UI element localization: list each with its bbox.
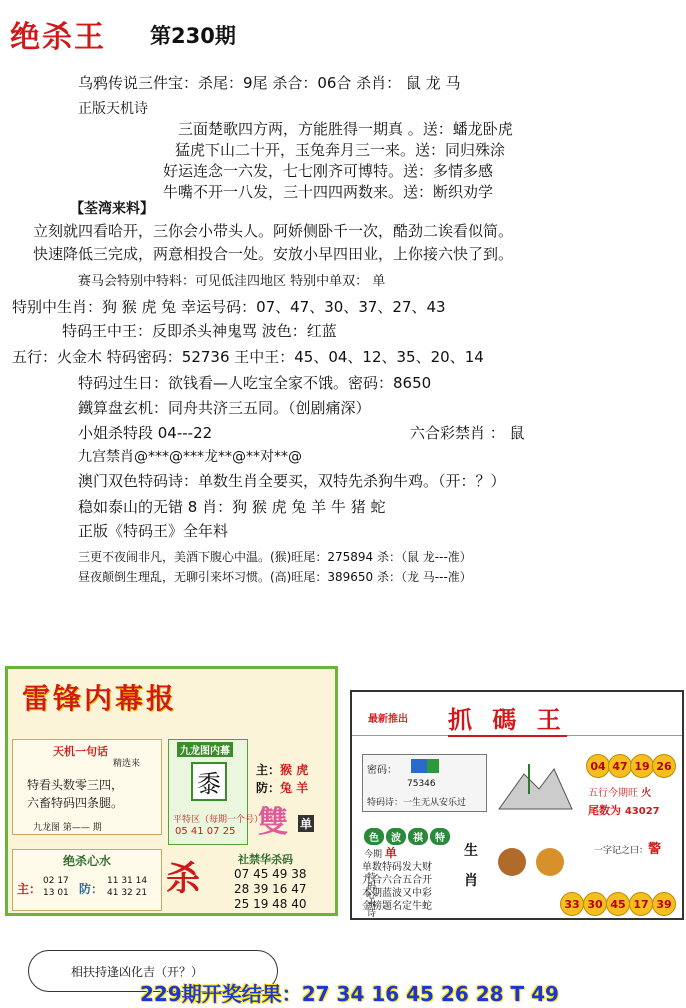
- ball-bottom-3: 45: [606, 892, 630, 916]
- yixiao-row: 一字记之曰：警: [594, 842, 662, 857]
- zhu2-label: 主：: [17, 882, 42, 896]
- center-char: 黍: [191, 762, 227, 801]
- fang2-label: 防：: [79, 882, 104, 896]
- wuxing-row: 五行今期旺 火: [588, 788, 652, 799]
- tianji-footer: 九龙图 第—— 期: [33, 823, 102, 833]
- poem-line-r4: 金榜题名定牛蛇: [362, 901, 432, 912]
- mima-value: 75346: [407, 779, 436, 789]
- paragraph-line-1: 立刻就四看哈开，三你会小带头人。阿娇侧卧千一次，酷劲二诶看似简。: [33, 222, 514, 240]
- fang2-nums-2: 41 32 21: [107, 888, 148, 898]
- tab-qi[interactable]: 祺: [408, 828, 428, 845]
- tianji-sub: 精选来: [113, 759, 141, 769]
- zhu2-nums-1: 02 17: [43, 876, 69, 886]
- ball-bottom-5: 39: [652, 892, 676, 916]
- poem-line-r3: 本期蓝波又中彩: [362, 888, 432, 899]
- kill-char: 杀: [166, 859, 200, 899]
- logo: 绝杀王: [10, 20, 106, 55]
- poem-line-r1: 单数特码发大财: [362, 862, 432, 873]
- poem-line-1: 三面楚歌四方两，方能胜得一期真 。送：蟠龙卧虎: [178, 120, 513, 138]
- tab-wave[interactable]: 波: [386, 828, 406, 845]
- line-racing: 赛马会特别中特料：可见低洼四地区 特别中单双： 单: [78, 274, 386, 289]
- shejin-row-1: 07 45 49 38: [234, 867, 307, 881]
- monkey-icon: [492, 842, 572, 882]
- center-box: [168, 739, 264, 845]
- line-annual: 正版《特码王》全年料: [78, 522, 229, 540]
- ball-bottom-2: 30: [583, 892, 607, 916]
- right-tag: 最新推出: [368, 714, 408, 725]
- monkey-illustration: [492, 842, 572, 882]
- ball-bottom-1: 33: [560, 892, 584, 916]
- pingte-label: 平特区（每期一个号）: [173, 815, 264, 825]
- poem-line-2: 猛虎下山二十开，玉兔奔月三一来。送：同归殊涂: [175, 141, 506, 159]
- line-poem-title: 正版天机诗: [78, 101, 148, 117]
- line-verse-2: 昼夜颠倒生理乱，无聊引来坏习惯。(高)旺尾：389650 杀：（龙 马---准）: [78, 570, 472, 584]
- shejin-row-3: 25 19 48 40: [234, 897, 307, 911]
- poem-tag: 特码心水诗: [365, 872, 375, 917]
- jinzhi-title: 绝杀心水: [63, 854, 112, 868]
- logo-blue: [411, 759, 427, 773]
- sheng-char: 生: [464, 843, 478, 859]
- zhu-row: 主：猴 虎: [256, 763, 309, 777]
- fang-row: 防：兔 羊: [256, 781, 309, 795]
- zhu2-nums-2: 13 01: [43, 888, 69, 898]
- single-char: 单: [300, 817, 313, 831]
- line-nine-palace: 九宫禁肖@***@***龙**@**对**@: [78, 449, 302, 465]
- left-panel-title: 雷锋内幕报: [22, 682, 178, 715]
- line-eight-zodiac: 稳如泰山的无错 8 肖：狗 猴 虎 兔 羊 牛 猪 蛇: [78, 498, 386, 516]
- ball-top-3: 19: [630, 754, 654, 778]
- issue-number: 第230期: [150, 24, 236, 48]
- pingte-numbers: 05 41 07 25: [175, 826, 236, 837]
- fang2-nums-1: 11 31 14: [107, 876, 148, 886]
- shejin-row-2: 28 39 16 47: [234, 882, 307, 896]
- poem-line-4: 牛嘴不开一八发，三十四四两数来。送：断织劝学: [163, 183, 494, 201]
- center-title: 九龙图内幕: [177, 742, 233, 757]
- section-title: 【荃湾来料】: [70, 201, 154, 217]
- line-abacus: 鐵算盘玄机：同舟共济三五同。（创剧痛深）: [78, 399, 371, 417]
- cloud-text: 相扶持逢凶化吉（开？）: [71, 965, 204, 979]
- result-banner: 229期开奖结果：27 34 16 45 26 28 T 49: [140, 982, 559, 1006]
- tianji-text-2: 六畜特码四条腿。: [27, 796, 124, 810]
- line-forbidden: 六合彩禁肖 ： 鼠: [410, 424, 525, 442]
- jinzhi-box: [12, 849, 162, 911]
- shejin-box: [228, 851, 332, 913]
- line-zodiac: 特别中生肖：狗 猴 虎 兔 幸运号码：07、47、30、37、27、43: [12, 298, 446, 316]
- temashi-row: 特码诗：一生无从安乐过: [367, 798, 467, 808]
- double-char: 雙: [258, 805, 288, 840]
- poem-line-3: 好运连念一六发，七七刚齐可博特。送：多情多感: [163, 162, 494, 180]
- shejin-title: 社禁华杀码: [238, 853, 293, 866]
- line-birthday: 特码过生日：欲钱看—人吃宝全家不饿。密码：8650: [78, 374, 432, 392]
- ball-top-2: 47: [608, 754, 632, 778]
- ball-bottom-4: 17: [629, 892, 653, 916]
- line-macau: 澳门双色特码诗：单数生肖全要买，双特先杀狗牛鸡。（开：？）: [78, 472, 506, 490]
- line-segment: 小姐杀特段 04---22: [78, 424, 213, 442]
- mountain-illustration: [494, 754, 574, 814]
- tab-te[interactable]: 特: [430, 828, 450, 845]
- weishu-row: 尾数为 43027: [588, 804, 660, 817]
- ball-top-4: 26: [652, 754, 676, 778]
- jinqi-row: 今期 单: [364, 846, 397, 860]
- logo-green: [427, 759, 439, 773]
- tianji-box: [12, 739, 162, 835]
- right-title: 抓 碼 王: [448, 700, 567, 737]
- poem-line-r2: 九合六合五合开: [362, 875, 432, 886]
- paragraph-line-2: 快速降低三完成，两意相投合一处。安放小早四田业，上你接六快了到。: [33, 245, 514, 263]
- tianji-text-1: 特看头数零三四，: [27, 778, 124, 792]
- line-king: 特码王中王：反即杀头神鬼骂 波色：红蓝: [62, 322, 337, 340]
- tianji-title: 天机一句话: [53, 745, 108, 758]
- right-header: [352, 692, 682, 736]
- right-panel: [350, 690, 684, 920]
- mima-box: [362, 754, 487, 812]
- xiao-char: 肖: [464, 873, 478, 889]
- left-panel: [5, 666, 338, 916]
- line-verse-1: 三更不夜闹非凡，美酒下腹心中温。(猴)旺尾：275894 杀：（鼠 龙---准）: [78, 550, 472, 564]
- line-five-elements: 五行：火金木 特码密码：52736 王中王：45、04、12、35、20、14: [12, 348, 484, 366]
- mountain-icon: [494, 754, 574, 814]
- line-crow-legend: 乌鸦传说三件宝：杀尾：9尾 杀合：06合 杀肖： 鼠 龙 马: [78, 74, 461, 92]
- ball-top-1: 04: [586, 754, 610, 778]
- mima-label: 密码：: [367, 765, 397, 776]
- color-tabs: [364, 826, 450, 845]
- tab-color[interactable]: 色: [364, 828, 384, 845]
